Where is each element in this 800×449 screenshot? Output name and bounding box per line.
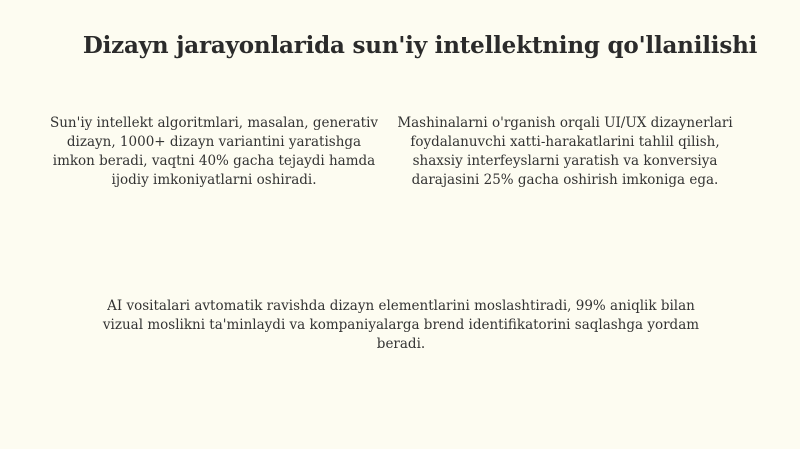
paragraph-generative-design: Sun'iy intellekt algoritmlari, masalan, generativ dizayn, 1000+ dizayn variantini yaratishga imkon beradi, vaqtni 40% gacha tejaydi hamda ijodiy imkoniyatlarni oshiradi.	[49, 115, 379, 188]
paragraph-machine-learning-uiux: Mashinalarni o'rganish orqali UI/UX dizaynerlari foydalanuvchi xatti-harakatlarini tahlil qilish, shaxsiy interfeyslarni yaratish va konversiya darajasini 25% gacha oshirish imkoniga ega.	[397, 115, 733, 188]
slide-title: Dizayn jarayonlarida sun'iy intellektning qo'llanilishi	[82, 32, 758, 59]
paragraph-ai-tools-brand: AI vositalari avtomatik ravishda dizayn elementlarini moslashtiradi, 99% aniqlik bilan vizual moslikni ta'minlaydi va kompaniyalarga brend identifikatorini saqlashga yordam beradi.	[102, 298, 700, 352]
